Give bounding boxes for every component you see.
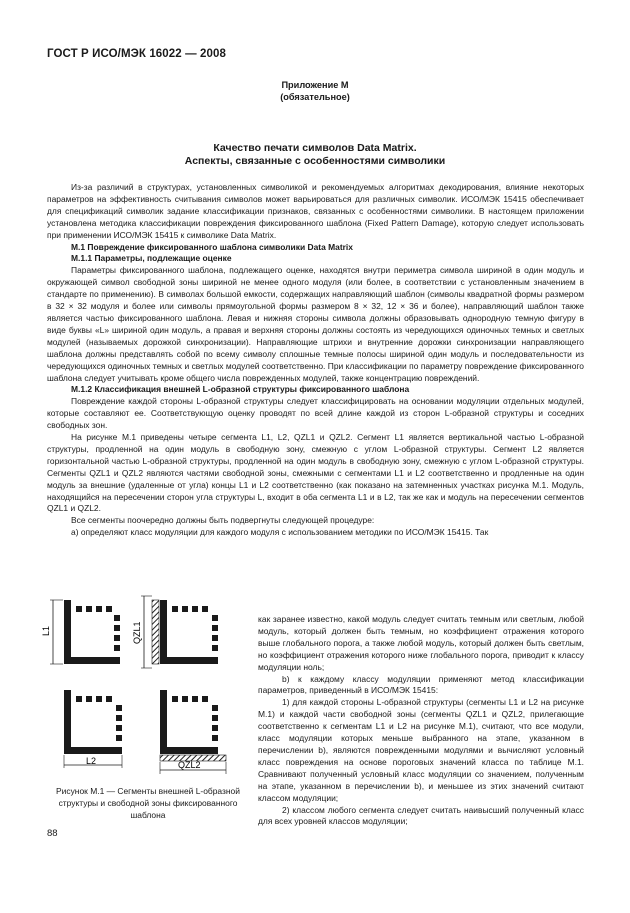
section-title-line1: Качество печати символов Data Matrix.: [213, 142, 417, 154]
l1-segment: [64, 600, 71, 664]
figure-caption: Рисунок М.1 — Сегменты внешней L-образной структуры и свободной зоны фиксированного шаблона: [56, 786, 240, 820]
m11-heading: М.1.1 Параметры, подлежащие оценке: [71, 253, 232, 264]
intro-paragraph: Из-за различий в структурах, установленных символикой и рекомендуемых алгоритмах декодирования, влияние некоторых параметров на эффективность считывания символов может варьироваться для различных символик. ИСО/МЭК 15415 обеспечивает для спецификаций символик задание классификации признаков, связанных с особенностями символики. В настоящем приложении установлена методика классификации повреждения фиксированного шаблона (Fixed Pattern Damage), которую следует использовать при применении ИСО/МЭК 15415 к символике Data Matrix.: [47, 182, 584, 240]
symbol-l1: [41, 600, 120, 664]
m12-paragraph-3: Все сегменты поочередно должны быть подвергнуты следующей процедуре:: [71, 515, 375, 526]
label-qzl1: QZL1: [132, 621, 142, 644]
l-left-bar: [160, 600, 167, 664]
symbol-qzl2: [160, 690, 226, 774]
figure-m1: [41, 594, 252, 780]
right-column-text: [258, 614, 584, 828]
label-l2: L2: [86, 756, 97, 766]
timing-pattern-2: [172, 606, 218, 651]
label-qzl2: QZL2: [178, 760, 201, 770]
qzl1-segment: [152, 600, 159, 664]
l2-segment: [64, 747, 122, 754]
annex-title: Приложение М: [281, 80, 349, 90]
item-a-continuation: как заранее известно, какой модуль следует считать темным или светлым, любой модуль, который должен быть темным, но коэффициент отражения которого выше глобального порога, а также любой модуль, который должен быть светлым, но коэффициент отражения которого ниже глобального порога, приводит к классу модуляции ноль;: [258, 614, 584, 672]
l-left-bar-4: [160, 690, 167, 754]
label-l1: L1: [41, 625, 51, 636]
item-b: b) к каждому классу модуляции применяют метод классификации параметров, приведенный в ИСО/МЭК 15415:: [258, 673, 584, 696]
symbol-qzl1: [132, 596, 218, 668]
m12-heading: М.1.2 Классификация внешней L-образной структуры фиксированного шаблона: [71, 384, 410, 395]
l-left-bar-3: [64, 690, 71, 754]
m12-paragraph-1: Повреждение каждой стороны L-образной структуры следует классифицировать на основании модуляции отдельных модулей, которые составляют ее. Соответствующую оценку проводят по всей длине каждой из сторон L-образной структуры и соседних свободных зон.: [47, 396, 584, 431]
m12-item-a-start: а) определяют класс модуляции для каждого модуля с использованием методики по ИСО/МЭК 15415. Так: [71, 527, 489, 538]
l-bottom-bar: [64, 657, 120, 664]
m12-paragraph-2: На рисунке М.1 приведены четыре сегмента L1, L2, QZL1 и QZL2. Сегмент L1 является вертикальной частью L-образной структуры, продленной на один модуль в свободную зону, смежную с углом L-образной структуры. Сегмент L2 является горизонтальной частью L-образной структуры, продленной на один модуль в свободную зону, смежную с углом L-образной структуры. Сегменты QZL1 и QZL2 являются частями свободной зоны, смежными с сегментами L1 и L2 соответственно и продленные на один модуль за внешние (удаленные от угла) концы L1 и L2 соответственно (как показано на затемненных участках рисунка М.1. Модуль, находящийся на пересечении сторон угла структуры L, входит в оба сегмента L1 и в L2, так же как и модуль на пересечении сегментов QZL1 и QZL2.: [47, 432, 584, 514]
standard-header: ГОСТ Р ИСО/МЭК 16022 — 2008: [47, 48, 226, 60]
symbol-l2: [64, 690, 122, 768]
l-bottom-bar-4: [160, 747, 218, 754]
timing-pattern-4: [172, 696, 218, 741]
m11-paragraph: Параметры фиксированного шаблона, подлежащего оценке, находятся внутри периметра символа шириной в один модуль и окружающей символ свободной зоны шириной не менее одного модуля (или более, в соответствии с установленным значением в стандарте по применению). В символах большой емкости, содержащих направляющий шаблон (символы квадратной формы размером в 32 × 32 модуля и более или символы прямоугольной формы размером 8 × 32, 12 × 36 и более), направляющий шаблон также является частью фиксированного шаблона. Левая и нижняя стороны символа должны образовывать однородную темную фигуру в виде буквы «L» шириной один модуль, а правая и верхняя стороны должны состоять из чередующихся одиночных темных и светлых модулей (называемых дорожкой синхронизации). Направляющие штрихи и внутренние дорожки синхронизации направляющего шаблона должны представлять собой по всему символу сплошные темные полосы шириной один модуль и последовательности из чередующихся одиночных темных и светлых модулей соответственно. При классификации по параметру повреждение фиксированного шаблона следует учитывать кроме общего числа поврежденных модулей, также концентрацию повреждений.: [47, 265, 584, 383]
annex-status: (обязательное): [280, 92, 350, 102]
l-bottom-bar-2: [160, 657, 218, 664]
main-text: [47, 182, 584, 539]
timing-pattern: [76, 606, 120, 651]
item-b2: 2) классом любого сегмента следует считать наивысший полученный класс для всех уровней классов модуляции;: [258, 804, 584, 827]
page-number: 88: [47, 828, 58, 839]
m1-heading: М.1 Повреждение фиксированного шаблона символики Data Matrix: [71, 241, 353, 252]
timing-pattern-3: [76, 696, 122, 741]
section-title-line2: Аспекты, связанные с особенностями символики: [184, 155, 446, 167]
item-b1: 1) для каждой стороны L-образной структуры (сегменты L1 и L2 на рисунке М.1) и каждой части свободной зоны (сегменты QZL1 и QZL2, прилегающие соответственно к сегментам L1 и L2 на рисунке М.1), считают, что все модули, класс модуляции которых меньше выбранного на этапе, указанном в перечислении b), являются поврежденными модулями и вычисляют условный класс повреждения на основе пороговых значений класса по таблице М.1. Сравнивают полученный условный класс модуляции со значением, полученным на этапе, указанном в перечислении b), и меньшее из этих значений считают классом модуляции;: [258, 697, 584, 803]
